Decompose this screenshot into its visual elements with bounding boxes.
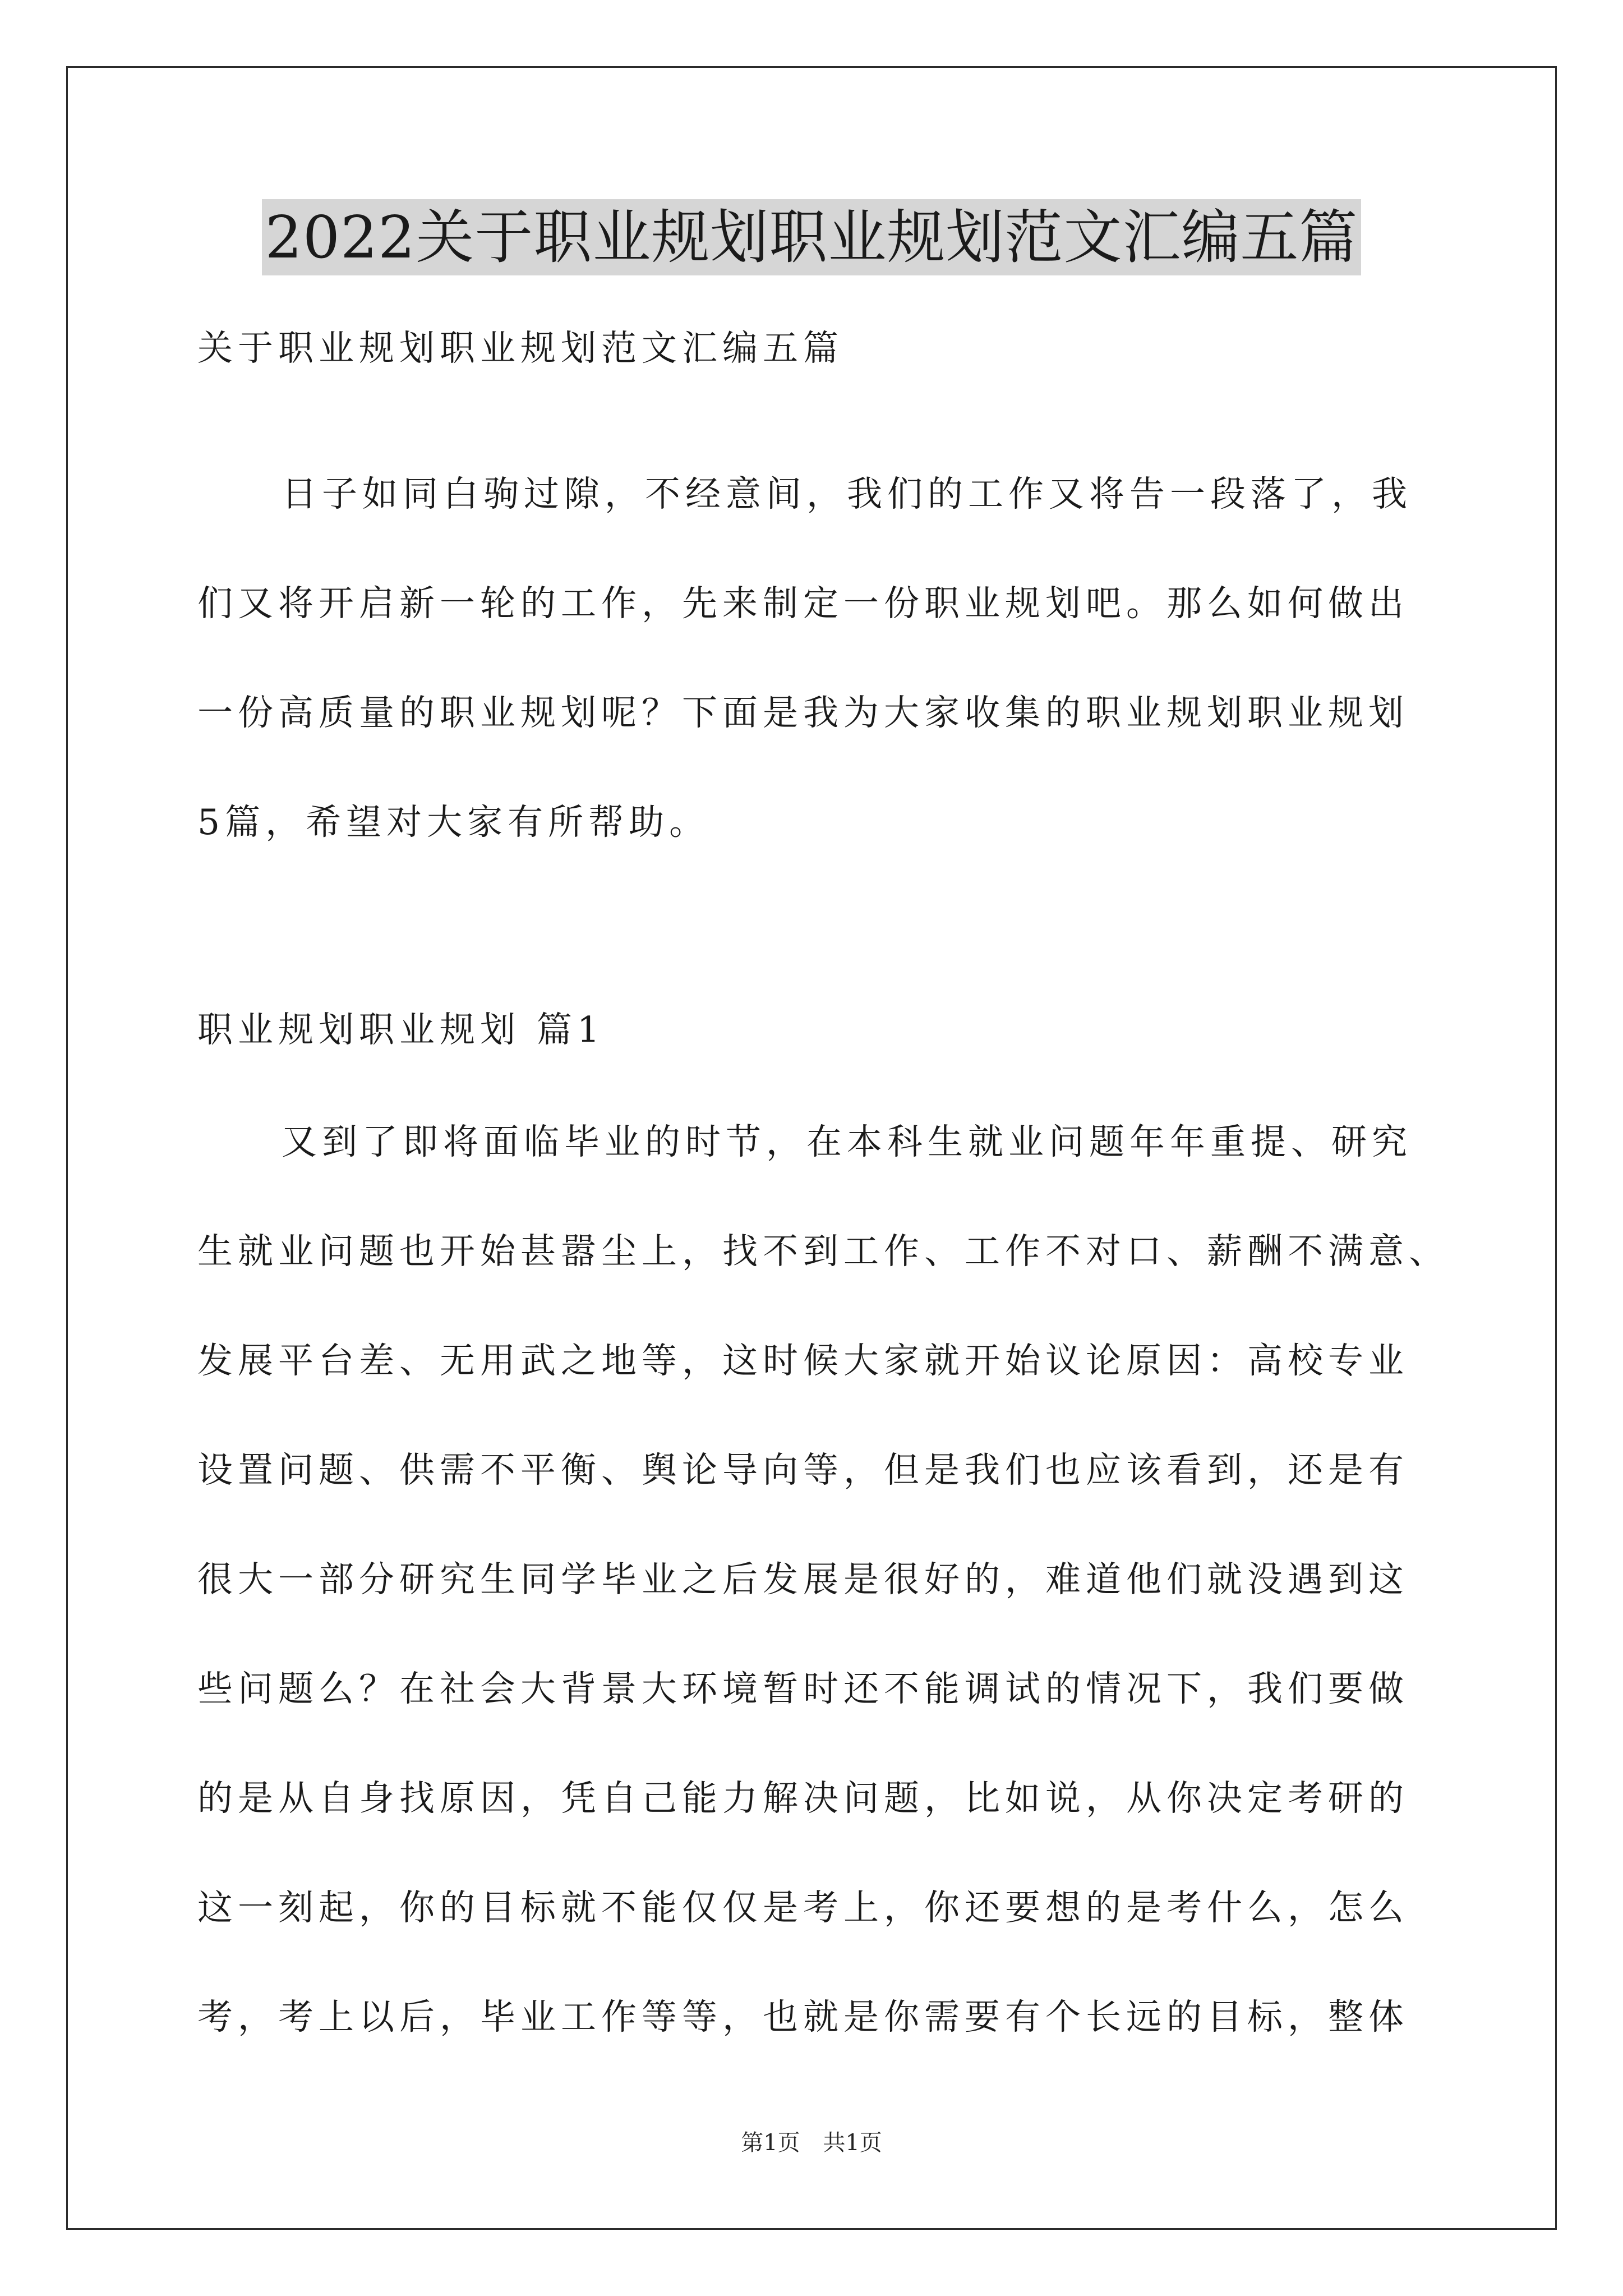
body-line-6: 些问题么？在社会大背景大环境暂时还不能调试的情况下，我们要做 [197, 1668, 1409, 1709]
document-title-container [0, 199, 1623, 275]
page-number-current: 第1页 [741, 2130, 800, 2156]
body-line-2: 生就业问题也开始甚嚣尘上，找不到工作、工作不对口、薪酬不满意、 [197, 1231, 1449, 1272]
body-line-9: 考，考上以后，毕业工作等等，也就是你需要有个长远的目标，整体 [197, 1996, 1409, 2037]
subtitle: 关于职业规划职业规划范文汇编五篇 [197, 328, 843, 369]
body-line-5: 很大一部分研究生同学毕业之后发展是很好的，难道他们就没遇到这 [197, 1559, 1409, 1600]
intro-line-3: 一份高质量的职业规划呢？下面是我为大家收集的职业规划职业规划 [197, 692, 1409, 733]
section-heading: 职业规划职业规划 篇1 [197, 1009, 605, 1050]
intro-line-1: 日子如同白驹过隙，不经意间，我们的工作又将告一段落了，我 [282, 473, 1412, 514]
document-title: 2022关于职业规划职业规划范文汇编五篇 [262, 199, 1362, 275]
body-line-3: 发展平台差、无用武之地等，这时候大家就开始议论原因：高校专业 [197, 1340, 1409, 1381]
intro-line-4: 5篇，希望对大家有所帮助。 [197, 802, 710, 843]
page-footer [0, 2125, 1623, 2157]
body-line-7: 的是从自身找原因，凭自己能力解决问题，比如说，从你决定考研的 [197, 1778, 1409, 1819]
intro-line-2: 们又将开启新一轮的工作，先来制定一份职业规划吧。那么如何做出 [197, 583, 1409, 624]
body-line-8: 这一刻起，你的目标就不能仅仅是考上，你还要想的是考什么，怎么 [197, 1887, 1409, 1928]
body-line-4: 设置问题、供需不平衡、舆论导向等，但是我们也应该看到，还是有 [197, 1450, 1409, 1490]
page-number-total: 共1页 [823, 2130, 882, 2156]
body-line-1: 又到了即将面临毕业的时节，在本科生就业问题年年重提、研究 [282, 1121, 1412, 1162]
